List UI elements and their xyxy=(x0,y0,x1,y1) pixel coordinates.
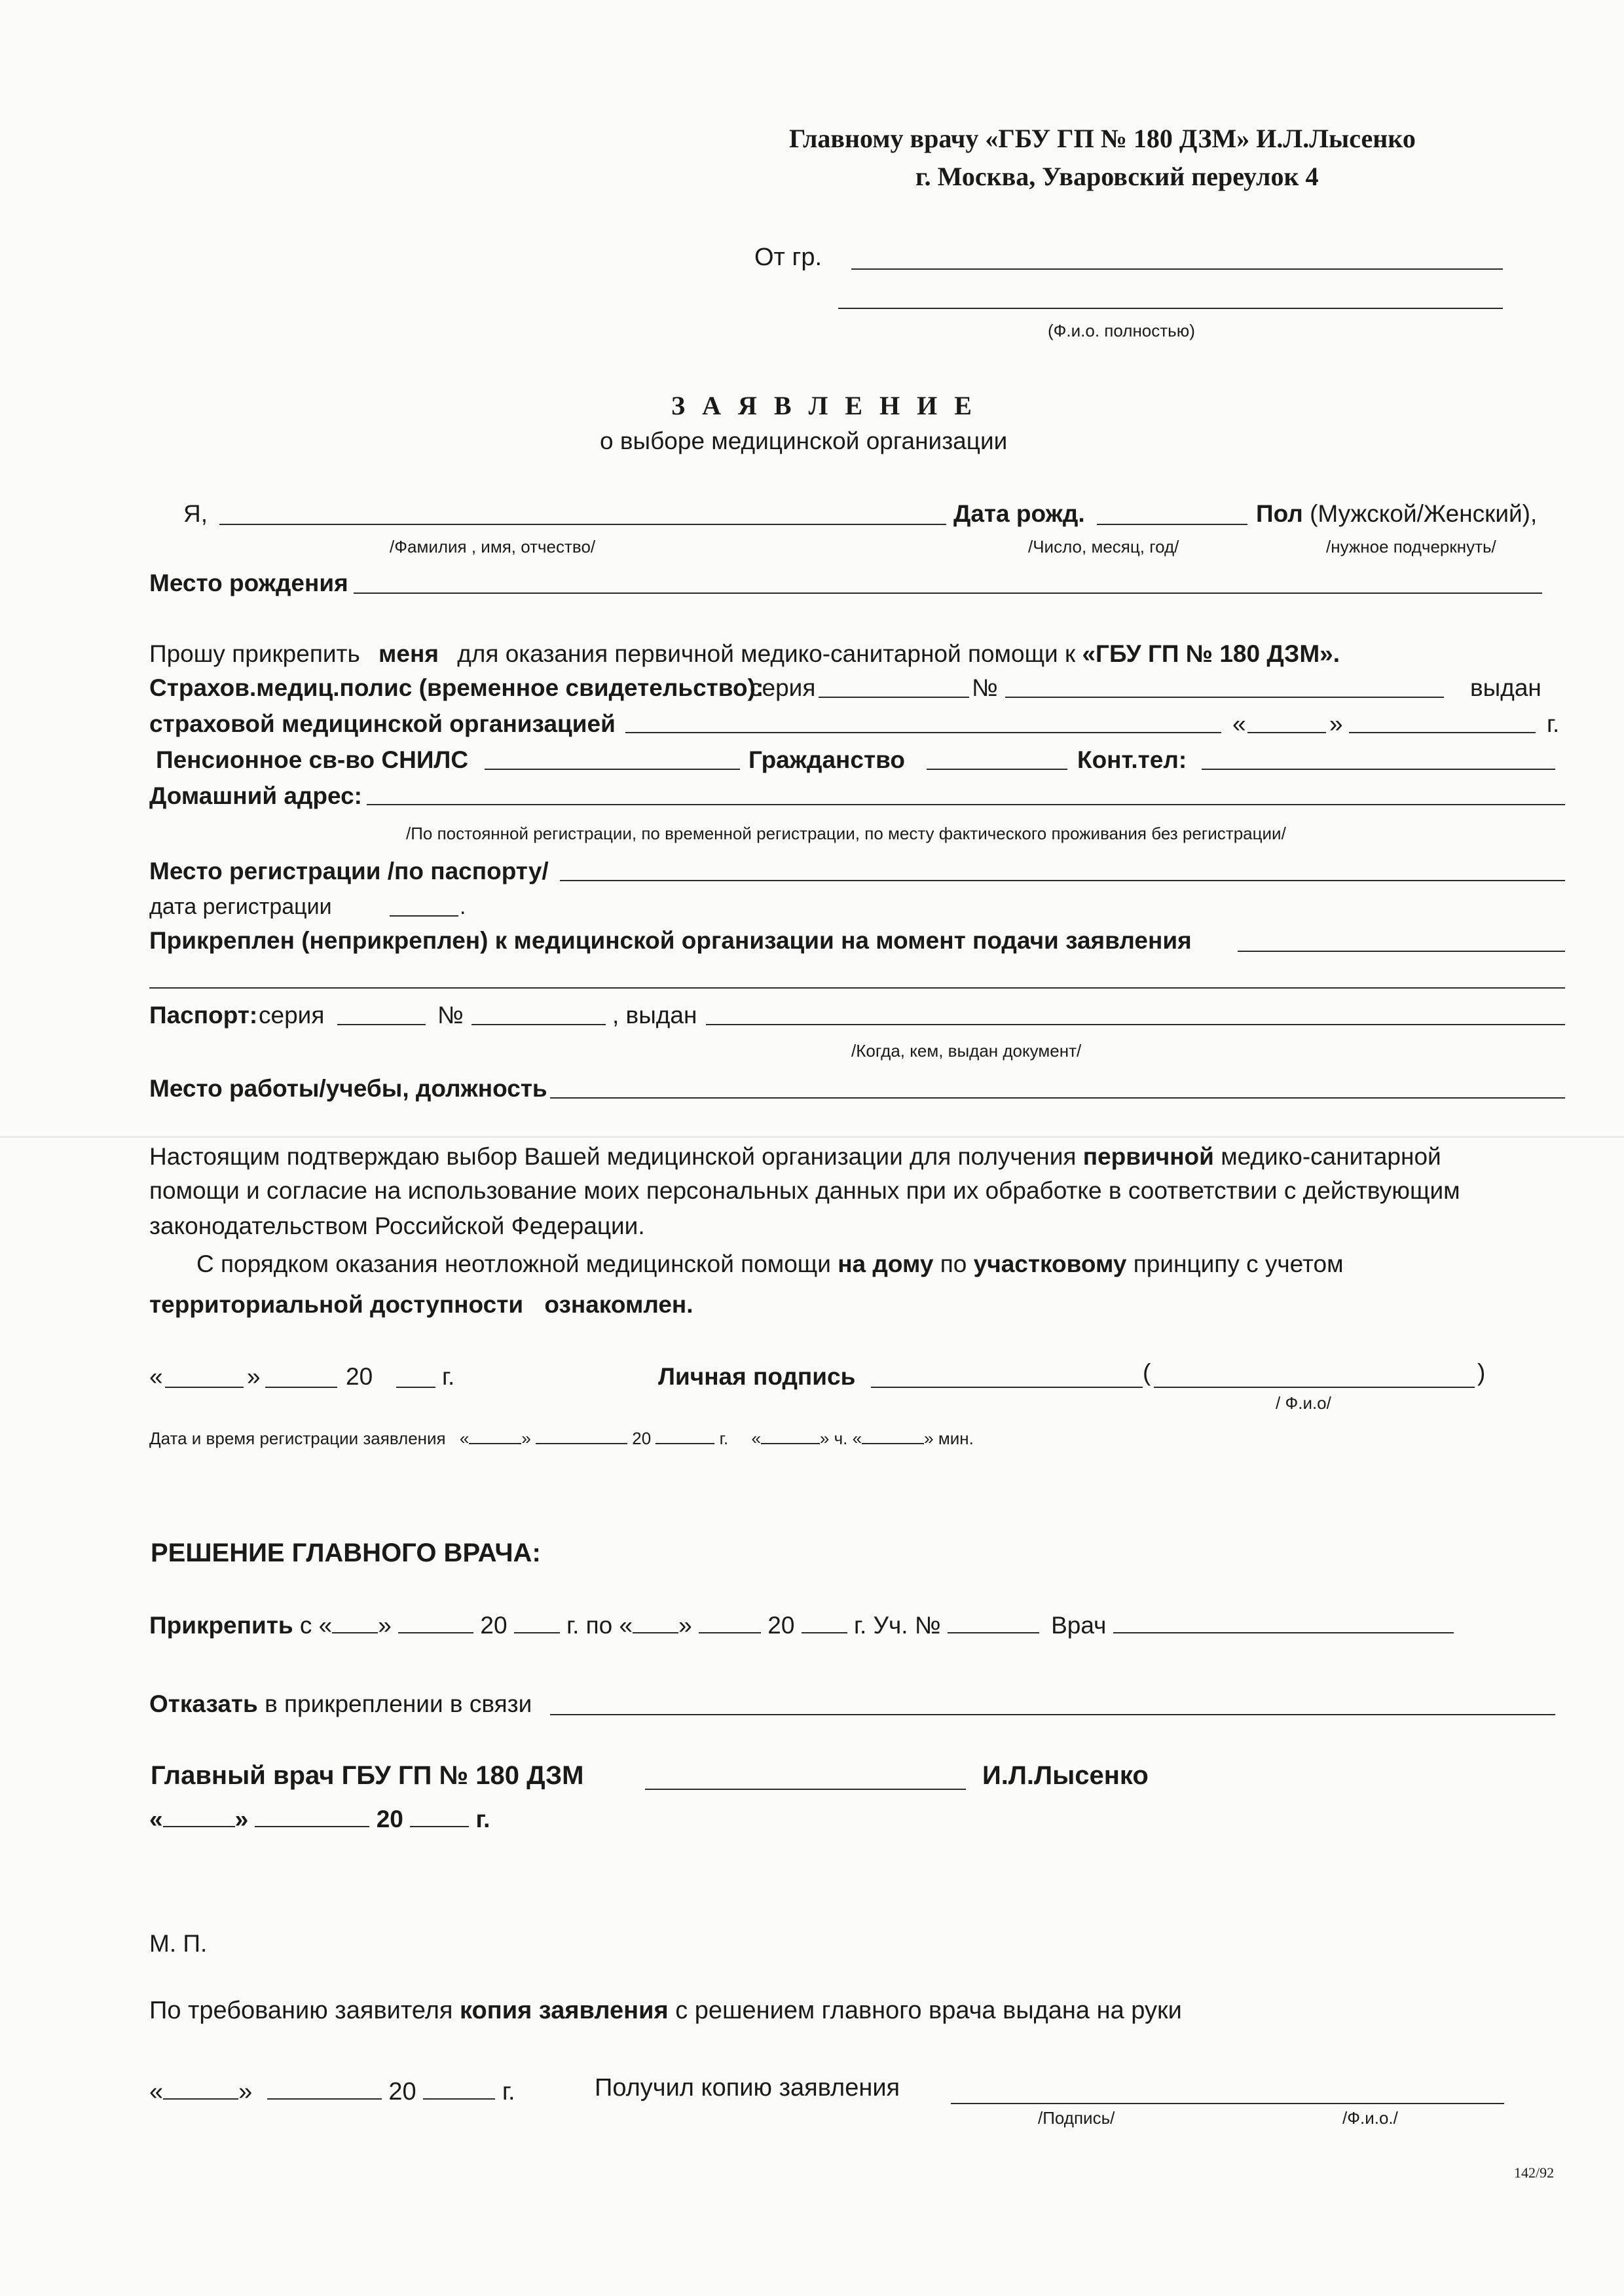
home-address-hint: /По постоянной регистрации, по временной регистрации, по месту фактического проживания без регистрации/ xyxy=(406,824,1286,843)
attach-line xyxy=(149,1612,1454,1639)
chief-doctor-name: И.Л.Лысенко xyxy=(982,1761,1149,1790)
consent-line-1 xyxy=(149,1143,1441,1171)
acknowledge-text-a: С порядком оказания неотложной медицинской помощи xyxy=(196,1250,831,1277)
sex-label: Пол xyxy=(1256,500,1303,527)
sign-year-field[interactable] xyxy=(396,1387,435,1388)
reg-month-field[interactable] xyxy=(536,1443,627,1444)
attach-from-year-prefix: 20 xyxy=(480,1612,507,1639)
acknowledge-text-ack: ознакомлен. xyxy=(544,1291,693,1318)
district-number-field[interactable] xyxy=(948,1632,1039,1633)
dob-field[interactable] xyxy=(1097,524,1247,525)
receipt-fio-hint: /Ф.и.о./ xyxy=(1342,2108,1398,2128)
reg-year-prefix: 20 xyxy=(632,1429,652,1448)
stamp-place: М. П. xyxy=(149,1930,208,1957)
passport-issued-field[interactable] xyxy=(706,1024,1565,1025)
phone-field[interactable] xyxy=(1202,769,1555,770)
decision-date-close: » xyxy=(234,1806,249,1832)
policy-number-field[interactable] xyxy=(1005,697,1444,698)
citizenship-field[interactable] xyxy=(927,769,1067,770)
sign-year-suffix: г. xyxy=(442,1363,455,1390)
attach-to-year-prefix: 20 xyxy=(767,1612,795,1639)
registration-time-label: Дата и время регистрации заявления xyxy=(149,1429,446,1448)
passport-label: Паспорт: xyxy=(149,1002,258,1029)
address-line: г. Москва, Уваровский переулок 4 xyxy=(915,162,1319,191)
signature-fio-field[interactable] xyxy=(1154,1387,1475,1388)
policy-label: Страхов.медиц.полис (временное свидетельство): xyxy=(149,674,764,701)
reg-day-field[interactable] xyxy=(469,1443,521,1444)
receipt-year-field[interactable] xyxy=(423,2098,495,2100)
sex-hint: /нужное подчеркнуть/ xyxy=(1326,537,1496,556)
consent-text-c: медико-санитарной xyxy=(1221,1143,1441,1170)
dob-label: Дата рожд. xyxy=(953,500,1085,527)
acknowledge-line-1 xyxy=(196,1250,1344,1278)
insurer-month-field[interactable] xyxy=(1349,732,1536,733)
decision-day-field[interactable] xyxy=(163,1826,235,1827)
attached-status-field[interactable] xyxy=(1238,951,1565,952)
registration-date-field[interactable] xyxy=(390,915,458,917)
sign-date-open: « xyxy=(149,1363,163,1390)
work-label: Место работы/учебы, должность xyxy=(149,1075,547,1102)
reg-time-open: « xyxy=(459,1429,470,1448)
signature-paren-open: ( xyxy=(1143,1359,1151,1386)
reg-hours-label: ч. xyxy=(834,1429,848,1448)
sign-date-close: » xyxy=(247,1363,261,1390)
chief-doctor-label: Главный врач ГБУ ГП № 180 ДЗМ xyxy=(151,1761,584,1790)
sex-options: (Мужской/Женский), xyxy=(1310,500,1538,527)
attach-to-year-field[interactable] xyxy=(802,1632,847,1633)
attach-from-open: « xyxy=(318,1612,333,1639)
phone-label: Конт.тел: xyxy=(1077,746,1187,773)
snils-field[interactable] xyxy=(485,769,740,770)
request-org: «ГБУ ГП № 180 ДЗМ». xyxy=(1082,640,1340,667)
home-address-label: Домашний адрес: xyxy=(149,782,362,809)
home-address-field[interactable] xyxy=(367,804,1565,805)
reg-time-close: » xyxy=(521,1429,531,1448)
reg-year-suffix: г. xyxy=(719,1429,729,1448)
attach-label: Прикрепить xyxy=(149,1612,293,1639)
insurer-day-field[interactable] xyxy=(1247,732,1326,733)
doctor-label: Врач xyxy=(1051,1612,1107,1639)
signature-paren-close: ) xyxy=(1477,1359,1486,1386)
name-hint: /Фамилия , имя, отчество/ xyxy=(390,537,596,556)
district-number-label: г. Уч. № xyxy=(853,1612,941,1639)
work-field[interactable] xyxy=(550,1097,1565,1099)
receipt-day-field[interactable] xyxy=(163,2098,238,2100)
decision-month-field[interactable] xyxy=(255,1826,369,1827)
snils-label: Пенсионное св-во СНИЛС xyxy=(156,746,469,773)
attach-from-year-field[interactable] xyxy=(514,1632,560,1633)
request-line xyxy=(149,640,1340,668)
from-name-field[interactable] xyxy=(851,268,1503,270)
reg-hour-open: « xyxy=(751,1429,761,1448)
passport-number-label: № xyxy=(437,1002,464,1029)
receipt-year-prefix: 20 xyxy=(388,2078,416,2105)
registration-date-end: . xyxy=(460,894,466,919)
reg-year-field[interactable] xyxy=(655,1443,714,1444)
paper-fold-line xyxy=(0,1136,1624,1138)
doctor-field[interactable] xyxy=(1113,1632,1454,1633)
document-subtitle: о выборе медицинской организации xyxy=(600,428,1008,454)
request-text-2: для оказания первичной медико-санитарной помощи к xyxy=(457,640,1076,667)
consent-text-a: Настоящим подтверждаю выбор Вашей медицинской организации для получения xyxy=(149,1143,1077,1170)
insurer-year-suffix: г. xyxy=(1547,710,1560,737)
receipt-year-suffix: г. xyxy=(502,2078,515,2105)
receipt-date-line xyxy=(149,2078,515,2106)
policy-series-label: серия xyxy=(750,674,816,701)
copy-text-c: с решением главного врача выдана на руки xyxy=(675,1997,1182,2024)
attach-to-open: « xyxy=(619,1612,633,1639)
decision-date-open: « xyxy=(149,1806,163,1832)
attach-to: г. по xyxy=(566,1612,613,1639)
insurer-date-close: » xyxy=(1329,710,1343,737)
reg-min-close: » xyxy=(924,1429,934,1448)
attach-to-month-field[interactable] xyxy=(699,1632,761,1633)
reg-min-open: « xyxy=(852,1429,862,1448)
sign-day-field[interactable] xyxy=(165,1387,244,1388)
acknowledge-text-access: территориальной доступности xyxy=(149,1291,524,1318)
insurer-field[interactable] xyxy=(625,732,1221,733)
sign-year-prefix: 20 xyxy=(346,1363,373,1390)
consent-text-bold: первичной xyxy=(1082,1143,1214,1170)
request-text-1: Прошу прикрепить xyxy=(149,640,360,667)
chief-signature-field[interactable] xyxy=(645,1789,966,1790)
decision-year-suffix: г. xyxy=(475,1806,490,1832)
birthplace-field[interactable] xyxy=(354,592,1542,594)
signature-fio-hint: / Ф.и.о/ xyxy=(1276,1393,1331,1413)
reg-minute-field[interactable] xyxy=(862,1443,924,1444)
attached-status-field-line2[interactable] xyxy=(149,987,1565,989)
acknowledge-text-home: на дому xyxy=(838,1250,934,1277)
attach-to-day-field[interactable] xyxy=(633,1632,678,1633)
passport-series-field[interactable] xyxy=(337,1024,426,1025)
passport-issued-label: , выдан xyxy=(612,1002,697,1029)
copy-text-a: По требованию заявителя xyxy=(149,1997,453,2024)
passport-number-field[interactable] xyxy=(471,1024,606,1025)
registration-time-line xyxy=(149,1429,974,1449)
from-label: От гр. xyxy=(754,244,822,271)
from-name-field-line2[interactable] xyxy=(838,308,1503,309)
form-code: 142/92 xyxy=(1514,2164,1555,2181)
policy-series-field[interactable] xyxy=(819,697,969,698)
policy-number-label: № xyxy=(972,674,998,701)
registration-label: Место регистрации /по паспорту/ xyxy=(149,858,549,884)
addressee-line: Главному врачу «ГБУ ГП № 180 ДЗМ» И.Л.Лысенко xyxy=(789,124,1416,153)
full-name-field[interactable] xyxy=(219,524,946,525)
policy-issued-label: выдан xyxy=(1470,674,1541,701)
receipt-date-close: » xyxy=(238,2078,253,2105)
dob-hint: /Число, месяц, год/ xyxy=(1028,537,1179,556)
fio-hint: (Ф.и.о. полностью) xyxy=(1048,321,1195,340)
sign-month-field[interactable] xyxy=(265,1387,337,1388)
attach-from: с xyxy=(299,1612,312,1639)
received-copy-label: Получил копию заявления xyxy=(595,2074,900,2102)
attach-from-close: » xyxy=(378,1612,392,1639)
acknowledge-line-2 xyxy=(149,1291,693,1319)
consent-line-2: помощи и согласие на использование моих персональных данных при их обработке в соответствии с действующим xyxy=(149,1177,1460,1204)
receipt-sign-hint: /Подпись/ xyxy=(1038,2108,1115,2128)
consent-line-3: законодательством Российской Федерации. xyxy=(149,1212,645,1239)
received-copy-field[interactable] xyxy=(951,2103,1504,2104)
attach-to-close: » xyxy=(678,1612,692,1639)
document-title: З А Я В Л Е Н И Е xyxy=(671,391,977,420)
insurer-label: страховой медицинской организацией xyxy=(149,710,616,737)
signature-field[interactable] xyxy=(871,1387,1143,1388)
copy-issued-line xyxy=(149,1997,1182,2025)
reg-hour-close: » xyxy=(819,1429,830,1448)
receipt-month-field[interactable] xyxy=(267,2098,382,2100)
attach-from-month-field[interactable] xyxy=(398,1632,473,1633)
registration-date-label: дата регистрации xyxy=(149,894,332,919)
decision-year-prefix: 20 xyxy=(376,1806,403,1832)
registration-field[interactable] xyxy=(560,880,1565,881)
refuse-reason-label: в прикреплении в связи xyxy=(265,1690,532,1717)
copy-text-bold: копия заявления xyxy=(460,1997,669,2024)
acknowledge-text-district: участковому xyxy=(973,1250,1127,1277)
passport-hint: /Когда, кем, выдан документ/ xyxy=(851,1041,1082,1061)
sex-field[interactable] xyxy=(1256,500,1537,528)
passport-series-label: серия xyxy=(259,1002,325,1029)
request-me: меня xyxy=(378,640,439,667)
decision-year-field[interactable] xyxy=(410,1826,469,1827)
acknowledge-text-c: по xyxy=(940,1250,967,1277)
decision-title: РЕШЕНИЕ ГЛАВНОГО ВРАЧА: xyxy=(151,1539,541,1567)
citizenship-label: Гражданство xyxy=(748,746,905,773)
attached-status-label: Прикреплен (неприкреплен) к медицинской организации на момент подачи заявления xyxy=(149,927,1192,954)
reg-minutes-label: мин. xyxy=(938,1429,974,1448)
ya-label: Я, xyxy=(183,500,208,527)
refuse-label: Отказать xyxy=(149,1690,258,1717)
acknowledge-text-e: принципу с учетом xyxy=(1133,1250,1344,1277)
decision-date-line xyxy=(149,1806,490,1833)
birthplace-label: Место рождения xyxy=(149,570,348,596)
refuse-reason-field[interactable] xyxy=(550,1714,1555,1715)
refuse-line xyxy=(149,1690,532,1718)
reg-hour-field[interactable] xyxy=(761,1443,820,1444)
attach-from-day-field[interactable] xyxy=(332,1632,378,1633)
signature-label: Личная подпись xyxy=(658,1363,856,1390)
receipt-date-open: « xyxy=(149,2078,164,2105)
insurer-date-open: « xyxy=(1232,710,1246,737)
